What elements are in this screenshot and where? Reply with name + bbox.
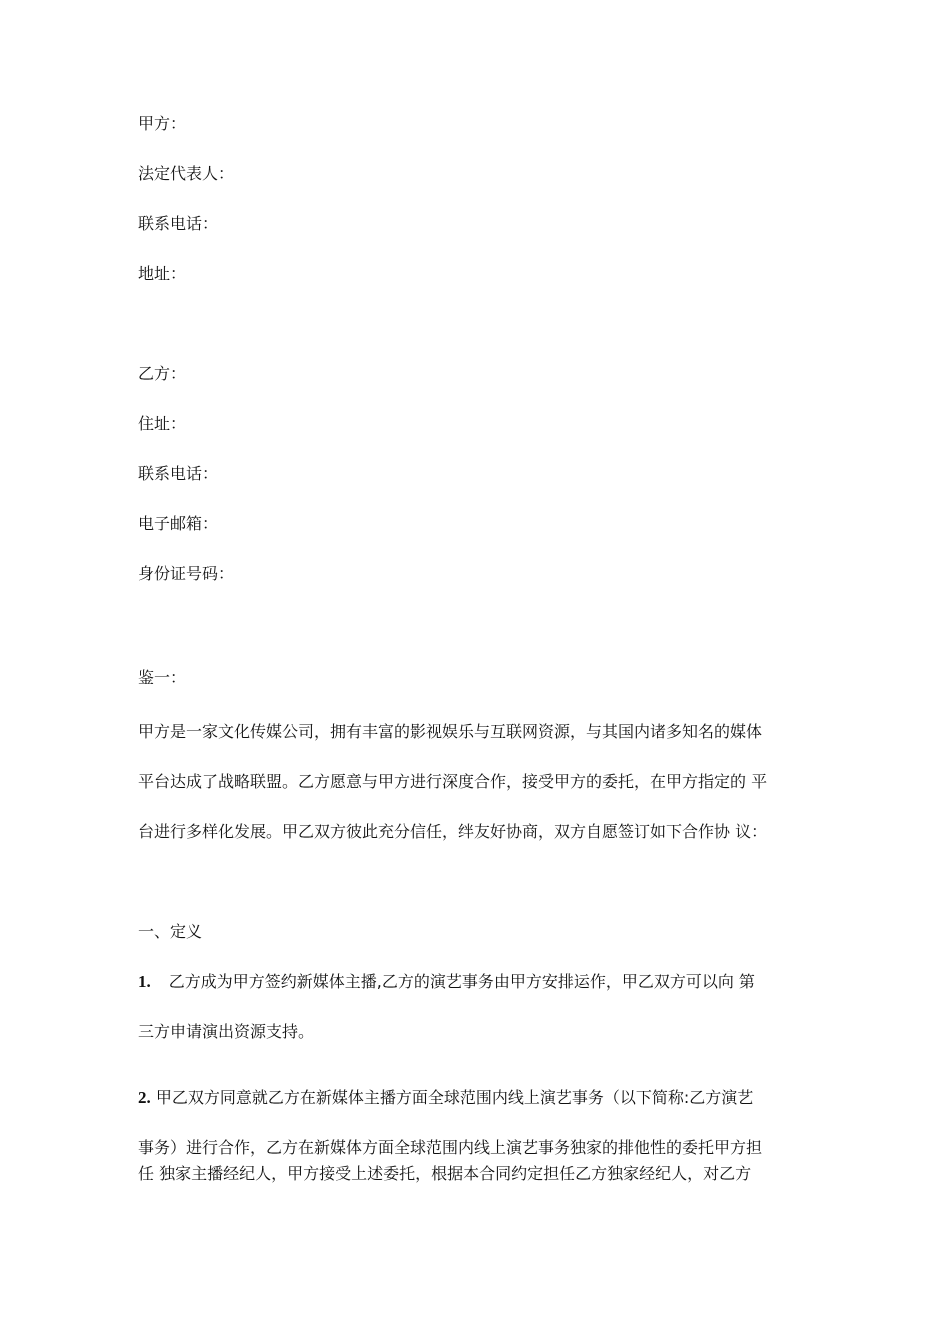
party-a-address: 地址： [138,264,187,283]
clause-1-line-1 [138,972,755,992]
recital-line-3: 台进行多样化发展。甲乙双方彼此充分信任，绊友好协商，双方自愿签订如下合作协 议： [138,822,768,841]
clause-2-number: 2. [138,1088,151,1107]
party-a-phone: 联系电话： [138,214,219,233]
clause-2-line-3: 任 独家主播经纪人，甲方接受上述委托，根据本合同约定担任乙方独家经纪人，对乙方 [138,1164,752,1183]
recital-line-2: 平台达成了战略联盟。乙方愿意与甲方进行深度合作，接受甲方的委托，在甲方指定的 平 [138,772,768,791]
clause-2-line-1 [138,1088,753,1108]
recital-heading: 鉴一： [138,668,187,687]
clause-2-line-2: 事务）进行合作，乙方在新媒体方面全球范围内线上演艺事务独家的排他性的委托甲方担 [138,1138,763,1157]
party-b-label: 乙方： [138,364,187,383]
recital-line-1: 甲方是一家文化传媒公司，拥有丰富的影视娱乐与互联网资源，与其国内诸多知名的媒体 [138,722,763,741]
party-b-id-number: 身份证号码： [138,564,235,583]
party-a-label: 甲方： [138,114,187,133]
party-a-legal-rep: 法定代表人： [138,164,235,183]
section-heading: 一、定义 [138,922,203,941]
clause-1-text: 乙方成为甲方签约新媒体主播,乙方的演艺事务由甲方安排运作，甲乙双方可以向 第 [168,972,755,991]
party-b-email: 电子邮箱： [138,514,219,533]
clause-1-number: 1. [138,972,151,991]
party-b-residence: 住址： [138,414,187,433]
clause-2-text: 甲乙双方同意就乙方在新媒体主播方面全球范围内线上演艺事务（以下简称:乙方演艺 [155,1088,754,1107]
clause-1-line-2: 三方申请演出资源支持。 [138,1022,315,1041]
party-b-phone: 联系电话： [138,464,219,483]
